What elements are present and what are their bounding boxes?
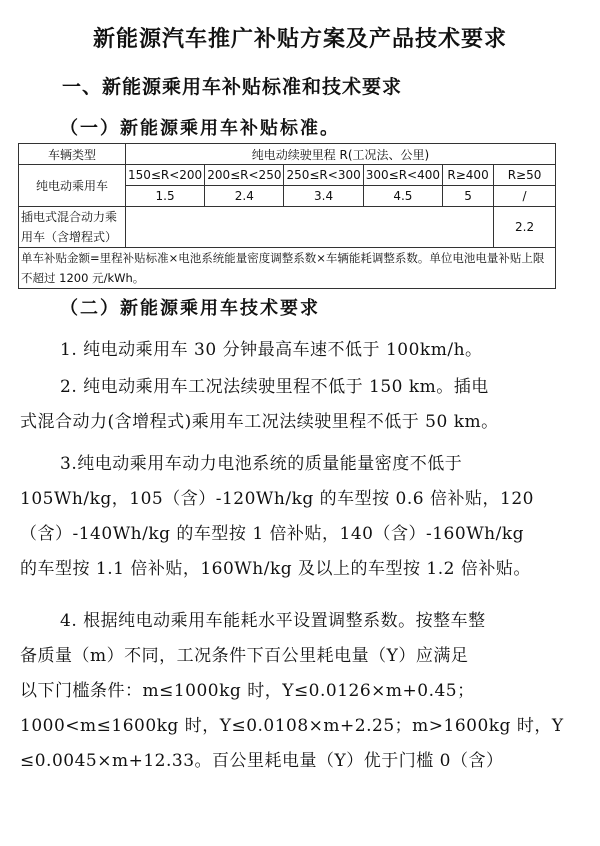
paragraph-line: ≤0.0045×m+12.33。百公里耗电量（Y）优于门槛 0（含） xyxy=(20,751,504,771)
paragraph-line: 1000<m≤1600kg 时，Y≤0.0108×m+2.25；m>1600kg 时，Y xyxy=(20,716,564,736)
range-col: 200≤R<250 xyxy=(205,165,284,186)
bev-value: 4.5 xyxy=(363,186,442,207)
range-col: 250≤R<300 xyxy=(284,165,363,186)
range-header: 纯电动续驶里程 R(工况法、公里) xyxy=(125,144,555,165)
phev-row xyxy=(19,207,556,248)
paragraph-4 xyxy=(20,604,564,779)
bev-value: 5 xyxy=(443,186,494,207)
paragraph-line: 的车型按 1.1 倍补贴，160Wh/kg 及以上的车型按 1.2 倍补贴。 xyxy=(20,559,531,579)
bev-value: 2.4 xyxy=(205,186,284,207)
paragraph-line: 1. 纯电动乘用车 30 分钟最高车速不低于 100km/h。 xyxy=(60,340,483,360)
phev-value: 2.2 xyxy=(494,207,556,248)
bev-value: / xyxy=(494,186,556,207)
section-heading: 一、新能源乘用车补贴标准和技术要求 xyxy=(62,76,403,98)
paragraph-2 xyxy=(20,370,550,440)
range-col: R≥50 xyxy=(494,165,556,186)
phev-label-line: 用车（含增程式） xyxy=(21,230,118,244)
phev-label xyxy=(19,207,126,248)
range-columns-row xyxy=(19,165,556,186)
subsection-heading-subsidy: （一）新能源乘用车补贴标准。 xyxy=(60,118,340,139)
subsection-heading-tech: （二）新能源乘用车技术要求 xyxy=(60,298,320,319)
paragraph-line: 3.纯电动乘用车动力电池系统的质量能量密度不低于 xyxy=(60,454,463,474)
paragraph-line: （含）-140Wh/kg 的车型按 1 倍补贴，140（含）-160Wh/kg xyxy=(20,524,525,544)
paragraph-3 xyxy=(20,447,550,587)
phev-label-line: 插电式混合动力乘 xyxy=(21,210,118,224)
document-title: 新能源汽车推广补贴方案及产品技术要求 xyxy=(92,26,507,52)
vehicle-type-header: 车辆类型 xyxy=(19,144,126,165)
paragraph-line: 备质量（m）不同，工况条件下百公里耗电量（Y）应满足 xyxy=(20,646,469,666)
paragraph-line: 2. 纯电动乘用车工况法续驶里程不低于 150 km。插电 xyxy=(60,377,489,397)
note-row xyxy=(19,248,556,289)
paragraph-line: 式混合动力(含增程式)乘用车工况法续驶里程不低于 50 km。 xyxy=(20,412,499,432)
paragraph-1 xyxy=(20,333,550,368)
subsidy-table xyxy=(18,143,556,289)
bev-value: 3.4 xyxy=(284,186,363,207)
phev-empty-cell xyxy=(125,207,493,248)
range-col: 300≤R<400 xyxy=(363,165,442,186)
paragraph-line: 4. 根据纯电动乘用车能耗水平设置调整系数。按整车整 xyxy=(60,611,486,631)
bev-label: 纯电动乘用车 xyxy=(19,165,126,207)
range-col: 150≤R<200 xyxy=(125,165,204,186)
table-note: 单车补贴金额=里程补贴标准×电池系统能量密度调整系数×车辆能耗调整系数。单位电池电量补贴上限不超过 1200 元/kWh。 xyxy=(19,248,556,289)
bev-value: 1.5 xyxy=(125,186,204,207)
paragraph-line: 105Wh/kg，105（含）-120Wh/kg 的车型按 0.6 倍补贴，120 xyxy=(20,489,534,509)
paragraph-line: 以下门槛条件：m≤1000kg 时，Y≤0.0126×m+0.45； xyxy=(20,681,475,701)
range-col: R≥400 xyxy=(443,165,494,186)
table-header-row xyxy=(19,144,556,165)
